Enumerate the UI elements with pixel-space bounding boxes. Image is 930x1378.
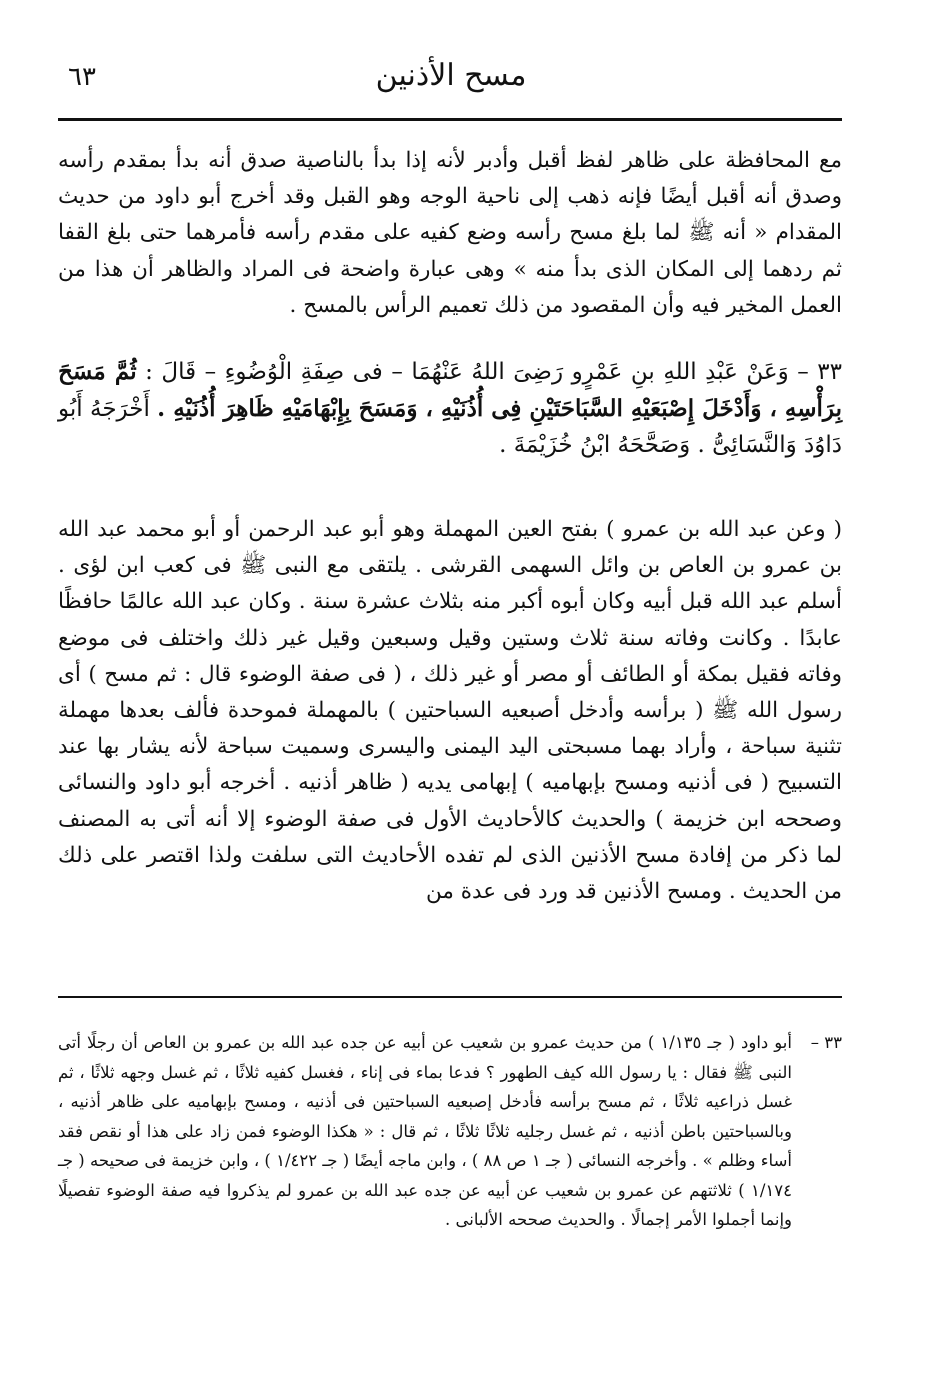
hadith-number: ٣٣ –: [797, 359, 843, 385]
footnote-number: ٣٣ –: [810, 1033, 842, 1052]
paragraph-text: مع المحافظة على ظاهر لفظ أقبل وأدبر لأنه إذا بدأ بالناصية صدق أنه بدأ بمقدم رأسه وصدق أنه أقبل أيضًا فإنه ذهب إلى ناحية الوجه وهو القبل وقد أخرج أبو داود من حديث المقدام « أنه ﷺ لما بلغ مسح رأسه وضع كفيه على مقدم رأسه فأمرهما حتى بلغ القفا ثم ردهما إلى المكان الذى بدأ منه » وهى عبارة واضحة فى المراد والظاهر أن هذا من العمل المخير فيه وأن المقصود من ذلك تعميم الرأس بالمسح .: [58, 148, 842, 318]
page-number: ٦٣: [68, 62, 96, 92]
footnote-text: أبو داود ( جـ ١/١٣٥ ) من حديث عمرو بن شعيب عن أبيه عن جده عبد الله بن عمرو بن العاص أن رجلًا أتى النبى ﷺ فقال : يا رسول الله كيف الطهور ؟ فدعا بماء فى إناء ، فغسل كفيه ثلاثًا ، ثم غسل وجهه ثلاثًا ، ثم غسل ذراعيه ثلاثًا ، ثم مسح برأسه فأدخل إصبعيه السباحتين فى أذنيه ، ومسح بإبهاميه على ظاهر أذنيه ، وبالسباحتين باطن أذنيه ، ثم غسل رجليه ثلاثًا ثلاثًا ، ثم قال : « هكذا الوضوء فمن زاد على هذا أو نقص فقد أساء وظلم » . وأخرجه النسائى ( جـ ١ ص ٨٨ ) ، وابن ماجه أيضًا ( جـ ١/٤٢٢ ) ، وابن خزيمة فى صحيحه ( جـ ١/١٧٤ ) ثلاثتهم عن عمرو بن شعيب عن أبيه عن جده عبد الله بن عمرو لم يذكروا فيه صفة الوضوء تفصيلًا وإنما أجملوا الأمر إجمالًا . والحديث صححه الألبانى .: [58, 1033, 792, 1229]
header-rule: [58, 118, 842, 121]
hadith-intro: وَعَنْ عَبْدِ اللهِ بنِ عَمْرٍو رَضِىَ اللهُ عَنْهُمَا – فى صِفَةِ الْوُضُوءِ – قَالَ :: [145, 359, 789, 385]
page-header: [60, 58, 842, 108]
hadith-paragraph: [58, 354, 842, 464]
hadith-matn: ثُمَّ مَسَحَ بِرَأْسِهِ ، وَأَدْخَلَ إِصْبَعَيْهِ السَّبَاحَتَيْنِ فِى أُذُنَيْهِ ، وَمَسَحَ بِإِبْهَامَيْهِ ظَاهِرَ أُذُنَيْهِ .: [58, 358, 843, 422]
paragraph-text: ( وعن عبد الله بن عمرو ) بفتح العين المهملة وهو أبو عبد الرحمن أو أبو محمد عبد الله بن عمرو بن العاص بن وائل السهمى القرشى . يلتقى مع النبى ﷺ فى كعب ابن لؤى . أسلم عبد الله قبل أبيه وكان أبوه أكبر منه بثلاث عشرة سنة . وكان عبد الله عالمًا حافظًا عابدًا . وكانت وفاته سنة ثلاث وستين وقيل وسبعين وقيل غير ذلك واختلف فى موضع وفاته فقيل بمكة أو الطائف أو مصر أو غير ذلك ، ( فى صفة الوضوء قال : ثم مسح ) أى رسول الله ﷺ ( برأسه وأدخل أصبعيه السباحتين ) بالمهملة فموحدة فألف بعدها مهملة تثنية سباحة ، وأراد بهما مسبحتى اليد اليمنى واليسرى وسميت سباحة لأنه يشار بها عند التسبيح ( فى أذنيه ومسح بإبهاميه ) إبهامى يديه ( ظاهر أذنيه . أخرجه أبو داود والنسائى وصححه ابن خزيمة ) والحديث كالأحاديث الأول فى صفة الوضوء إلا أنه أتى به المصنف لما ذكر من إفادة مسح الأذنين الذى لم تفده الأحاديث التى سلفت ولذا اقتصر على ذلك من الحديث . ومسح الأذنين قد ورد فى عدة من: [58, 517, 842, 905]
commentary-paragraph-2: [58, 512, 842, 910]
hadith-text: [58, 354, 842, 464]
commentary-paragraph-1: [58, 143, 842, 324]
footnote: [58, 1028, 842, 1235]
running-title: مسح الأذنين: [375, 58, 527, 93]
footnote-rule: [58, 996, 842, 998]
hadith-takhrij: أَخْرَجَهُ أَبُو دَاوُدَ وَالنَّسَائِىُّ . وَصَحَّحَهُ ابْنُ خُزَيْمَةَ .: [58, 395, 842, 458]
